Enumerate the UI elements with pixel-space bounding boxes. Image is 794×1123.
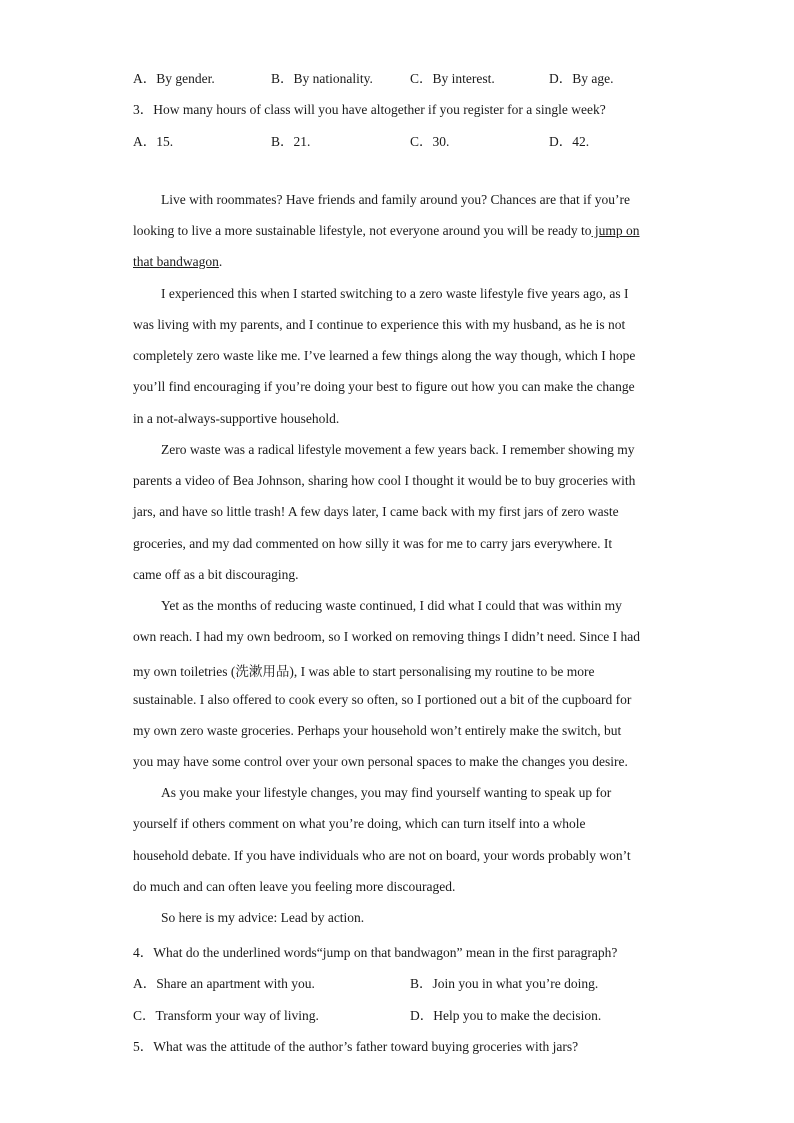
- passage-text: looking to live a more sustainable lifestyle, not everyone around you will be ready to: [133, 223, 592, 238]
- q5-stem: 5．What was the attitude of the author’s father toward buying groceries with jars?: [133, 1039, 579, 1054]
- q4-option-d: D．Help you to make the decision.: [410, 1008, 602, 1023]
- passage-line: in a not-always-supportive household.: [133, 411, 340, 426]
- passage-line: my own toiletries (洗漱用品), I was able to start personalising my routine to be more: [133, 664, 595, 679]
- passage-line: was living with my parents, and I continue to experience this with my husband, as he is not: [133, 317, 626, 332]
- passage-line: sustainable. I also offered to cook every so often, so I portioned out a bit of the cupboard for: [133, 692, 632, 707]
- passage-line: my own zero waste groceries. Perhaps your household won’t entirely make the switch, but: [133, 723, 622, 738]
- underlined-phrase: jump on: [591, 223, 640, 238]
- q2-option-c: C．By interest.: [410, 71, 495, 86]
- passage-line: parents a video of Bea Johnson, sharing how cool I thought it would be to buy groceries with: [133, 473, 636, 488]
- passage-line: groceries, and my dad commented on how silly it was for me to carry jars everywhere. It: [133, 536, 613, 551]
- q3-option-b: B．21.: [271, 134, 311, 149]
- passage-line: completely zero waste like me. I’ve learned a few things along the way though, which I hope: [133, 348, 636, 363]
- q3-option-d: D．42.: [549, 134, 590, 149]
- passage-line: [133, 254, 222, 270]
- passage-line: [133, 223, 640, 239]
- q3-stem: 3．How many hours of class will you have altogether if you register for a single week?: [133, 102, 606, 117]
- q4-option-b: B．Join you in what you’re doing.: [410, 976, 599, 991]
- passage-line: yourself if others comment on what you’re doing, which can turn itself into a whole: [133, 816, 586, 831]
- q4-stem: 4．What do the underlined words“jump on that bandwagon” mean in the first paragraph?: [133, 945, 618, 960]
- passage-line: I experienced this when I started switching to a zero waste lifestyle five years ago, as I: [161, 286, 629, 301]
- q2-option-a: A．By gender.: [133, 71, 215, 86]
- passage-line: you may have some control over your own personal spaces to make the changes you desire.: [133, 754, 628, 769]
- q3-option-c: C．30.: [410, 134, 450, 149]
- passage-text: .: [218, 254, 223, 269]
- q2-option-b: B．By nationality.: [271, 71, 373, 86]
- underlined-phrase: that bandwagon: [133, 254, 219, 269]
- q4-option-c: C．Transform your way of living.: [133, 1008, 319, 1023]
- passage-line: So here is my advice: Lead by action.: [161, 910, 365, 925]
- passage-line: came off as a bit discouraging.: [133, 567, 299, 582]
- passage-line: own reach. I had my own bedroom, so I worked on removing things I didn’t need. Since I had: [133, 629, 641, 644]
- passage-line: jars, and have so little trash! A few days later, I came back with my first jars of zero waste: [133, 504, 619, 519]
- passage-line: you’ll find encouraging if you’re doing your best to figure out how you can make the change: [133, 379, 635, 394]
- q4-option-a: A．Share an apartment with you.: [133, 976, 315, 991]
- q2-option-d: D．By age.: [549, 71, 614, 86]
- passage-line: Zero waste was a radical lifestyle movement a few years back. I remember showing my: [161, 442, 635, 457]
- q3-option-a: A．15.: [133, 134, 174, 149]
- passage-line: As you make your lifestyle changes, you may find yourself wanting to speak up for: [161, 785, 612, 800]
- passage-line: do much and can often leave you feeling more discouraged.: [133, 879, 456, 894]
- passage-line: Live with roommates? Have friends and family around you? Chances are that if you’re: [161, 192, 630, 207]
- passage-line: household debate. If you have individuals who are not on board, your words probably won’t: [133, 848, 631, 863]
- passage-line: Yet as the months of reducing waste continued, I did what I could that was within my: [161, 598, 622, 613]
